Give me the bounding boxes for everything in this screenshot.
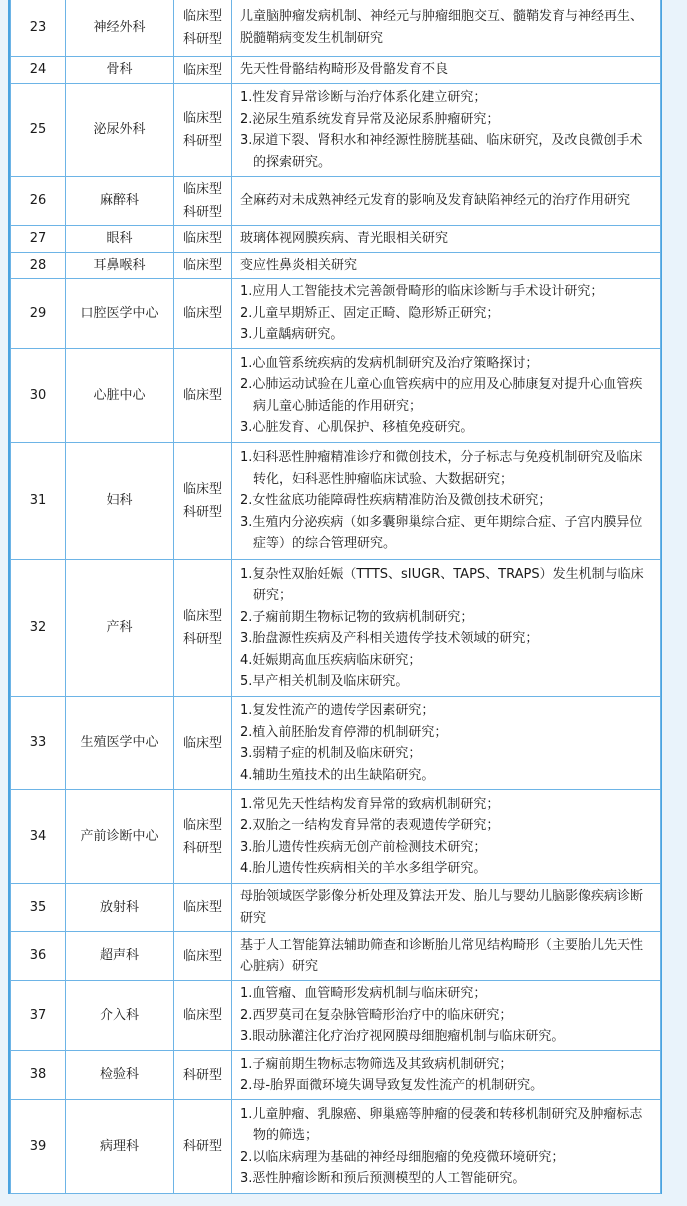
row-number: 26	[11, 177, 66, 226]
research-type: 临床型	[174, 932, 232, 981]
research-content-line: 2.泌尿生殖系统发育异常及泌尿系肿瘤研究；	[240, 111, 500, 127]
research-content-line: 变应性鼻炎相关研究	[240, 257, 358, 273]
table-row	[11, 443, 661, 560]
research-content-line: 5.早产相关机制及临床研究。	[240, 674, 409, 689]
row-number: 28	[11, 252, 66, 279]
research-content-line: 1.子痫前期生物标志物筛选及其致病机制研究；	[240, 1056, 513, 1072]
row-number: 30	[11, 349, 66, 443]
department-name: 心脏中心	[66, 349, 174, 443]
table-row	[11, 349, 661, 443]
row-number: 29	[11, 279, 66, 349]
department-name: 麻醉科	[66, 177, 174, 226]
table-row	[11, 226, 661, 253]
research-table-frame	[8, 0, 662, 1194]
department-name: 生殖医学中心	[66, 697, 174, 790]
research-type: 临床型	[174, 57, 232, 84]
research-content-line: 1.应用人工智能技术完善颌骨畸形的临床诊断与手术设计研究；	[240, 284, 604, 300]
department-name: 眼科	[66, 226, 174, 253]
department-name: 病理科	[66, 1100, 174, 1194]
research-content-line: 2.植入前胚胎发育停滞的机制研究；	[240, 724, 448, 740]
research-type: 临床型 科研型	[174, 790, 232, 884]
department-name: 泌尿外科	[66, 84, 174, 177]
row-number: 34	[11, 790, 66, 884]
row-number: 25	[11, 84, 66, 177]
research-content	[232, 84, 661, 177]
table-body	[11, 0, 661, 1194]
department-name: 产前诊断中心	[66, 790, 174, 884]
research-type: 临床型	[174, 279, 232, 349]
research-content-line: 2.心肺运动试验在儿童心血管疾病中的应用及心肺康复对提升心血管疾病儿童心肺适能的作用研究；	[240, 377, 643, 414]
table-row	[11, 884, 661, 932]
department-name: 骨科	[66, 57, 174, 84]
research-content-line: 2.以临床病理为基础的神经母细胞瘤的免疫微环境研究；	[240, 1149, 565, 1165]
research-content-line: 先天性骨骼结构畸形及骨骼发育不良	[240, 62, 449, 78]
research-content-line: 基于人工智能算法辅助筛查和诊断胎儿常见结构畸形（主要胎儿先天性心脏病）研究	[240, 937, 644, 974]
table-row	[11, 177, 661, 226]
table-row	[11, 697, 661, 790]
research-content	[232, 57, 661, 84]
table-row	[11, 252, 661, 279]
department-name: 产科	[66, 560, 174, 697]
research-content-line: 4.辅助生殖技术的出生缺陷研究。	[240, 767, 435, 783]
research-content	[232, 252, 661, 279]
research-content	[232, 1051, 661, 1100]
department-name: 耳鼻喉科	[66, 252, 174, 279]
table-row	[11, 932, 661, 981]
research-content-line: 1.妇科恶性肿瘤精准诊疗和微创技术，分子标志与免疫机制研究及临床转化，妇科恶性肿瘤临床试验、大数据研究；	[240, 450, 643, 487]
research-content	[232, 697, 661, 790]
research-content-line: 3.胎盘源性疾病及产科相关遗传学技术领域的研究；	[240, 631, 539, 646]
department-name: 介入科	[66, 981, 174, 1051]
table-row	[11, 1100, 661, 1194]
research-content	[232, 981, 661, 1051]
department-name: 超声科	[66, 932, 174, 981]
research-content	[232, 349, 661, 443]
research-type: 科研型	[174, 1100, 232, 1194]
table-row	[11, 57, 661, 84]
research-content-line: 3.恶性肿瘤诊断和预后预测模型的人工智能研究。	[240, 1171, 526, 1186]
research-content-line: 2.子痫前期生物标记物的致病机制研究；	[240, 609, 474, 625]
research-content	[232, 560, 661, 697]
research-type: 科研型	[174, 1051, 232, 1100]
row-number: 39	[11, 1100, 66, 1194]
research-content-line: 2.母-胎界面微环境失调导致复发性流产的机制研究。	[240, 1078, 544, 1093]
row-number: 35	[11, 884, 66, 932]
row-number: 36	[11, 932, 66, 981]
research-content-line: 3.儿童龋病研究。	[240, 327, 344, 343]
table-row	[11, 981, 661, 1051]
department-name: 放射科	[66, 884, 174, 932]
table-row	[11, 279, 661, 349]
research-type: 临床型 科研型	[174, 177, 232, 226]
department-name: 口腔医学中心	[66, 279, 174, 349]
row-number: 38	[11, 1051, 66, 1100]
research-content-line: 2.西罗莫司在复杂脉管畸形治疗中的临床研究；	[240, 1007, 513, 1023]
row-number: 32	[11, 560, 66, 697]
research-content-line: 3.心脏发育、心肌保护、移植免疫研究。	[240, 420, 474, 435]
research-content	[232, 0, 661, 57]
research-content-line: 1.复杂性双胎妊娠（TTTS、sIUGR、TAPS、TRAPS）发生机制与临床研究；	[240, 566, 644, 603]
research-content	[232, 884, 661, 932]
table-row	[11, 0, 661, 57]
research-content	[232, 790, 661, 884]
department-name: 神经外科	[66, 0, 174, 57]
table-row	[11, 1051, 661, 1100]
table-row	[11, 790, 661, 884]
research-type: 临床型 科研型	[174, 0, 232, 57]
research-content-line: 3.尿道下裂、肾积水和神经源性膀胱基础、临床研究，及改良微创手术的探索研究。	[240, 133, 643, 170]
research-content-line: 3.眼动脉灌注化疗治疗视网膜母细胞瘤机制与临床研究。	[240, 1029, 565, 1045]
research-content-line: 2.双胎之一结构发育异常的表观遗传学研究；	[240, 818, 500, 833]
research-content-line: 玻璃体视网膜疾病、青光眼相关研究	[240, 231, 449, 246]
research-content-line: 全麻药对未成熟神经元发育的影响及发育缺陷神经元的治疗作用研究	[240, 193, 631, 209]
row-number: 23	[11, 0, 66, 57]
row-number: 33	[11, 697, 66, 790]
research-content-line: 3.弱精子症的机制及临床研究；	[240, 746, 422, 761]
table-row	[11, 560, 661, 697]
research-content	[232, 932, 661, 981]
research-type: 临床型	[174, 884, 232, 932]
research-content-line: 1.常见先天性结构发育异常的致病机制研究；	[240, 796, 500, 812]
research-content-line: 1.复发性流产的遗传学因素研究；	[240, 703, 435, 718]
research-content-line: 1.儿童肿瘤、乳腺癌、卵巢癌等肿瘤的侵袭和转移机制研究及肿瘤标志物的筛选；	[240, 1106, 643, 1143]
research-content	[232, 226, 661, 253]
research-content	[232, 177, 661, 226]
research-type: 临床型	[174, 697, 232, 790]
research-type: 临床型	[174, 349, 232, 443]
department-name: 检验科	[66, 1051, 174, 1100]
research-content-line: 母胎领域医学影像分析处理及算法开发、胎儿与婴幼儿脑影像疾病诊断研究	[240, 889, 644, 926]
research-content	[232, 443, 661, 560]
research-content-line: 儿童脑肿瘤发病机制、神经元与肿瘤细胞交互、髓鞘发育与神经再生、脱髓鞘病变发生机制研究	[240, 9, 644, 46]
research-type: 临床型 科研型	[174, 560, 232, 697]
research-type: 临床型	[174, 981, 232, 1051]
research-type: 临床型 科研型	[174, 84, 232, 177]
research-content-line: 1.血管瘤、血管畸形发病机制与临床研究；	[240, 986, 487, 1002]
research-type: 临床型	[174, 252, 232, 279]
research-content-line: 1.心血管系统疾病的发病机制研究及治疗策略探讨；	[240, 355, 539, 371]
research-content-line: 4.妊娠期高血压疾病临床研究；	[240, 652, 422, 668]
research-type: 临床型	[174, 226, 232, 253]
research-direction-table	[10, 0, 661, 1194]
table-row	[11, 84, 661, 177]
research-content	[232, 279, 661, 349]
research-content-line: 4.胎儿遗传性疾病相关的羊水多组学研究。	[240, 861, 487, 876]
research-content-line: 3.生殖内分泌疾病（如多囊卵巢综合症、更年期综合症、子宫内膜异位症等）的综合管理研究。	[240, 514, 643, 552]
row-number: 31	[11, 443, 66, 560]
research-content-line: 2.女性盆底功能障碍性疾病精准防治及微创技术研究；	[240, 493, 552, 509]
row-number: 27	[11, 226, 66, 253]
row-number: 37	[11, 981, 66, 1051]
research-content-line: 1.性发育异常诊断与治疗体系化建立研究；	[240, 90, 487, 105]
research-type: 临床型 科研型	[174, 443, 232, 560]
row-number: 24	[11, 57, 66, 84]
research-content-line: 3.胎儿遗传性疾病无创产前检测技术研究；	[240, 839, 487, 855]
research-content	[232, 1100, 661, 1194]
department-name: 妇科	[66, 443, 174, 560]
research-content-line: 2.儿童早期矫正、固定正畸、隐形矫正研究；	[240, 305, 500, 321]
